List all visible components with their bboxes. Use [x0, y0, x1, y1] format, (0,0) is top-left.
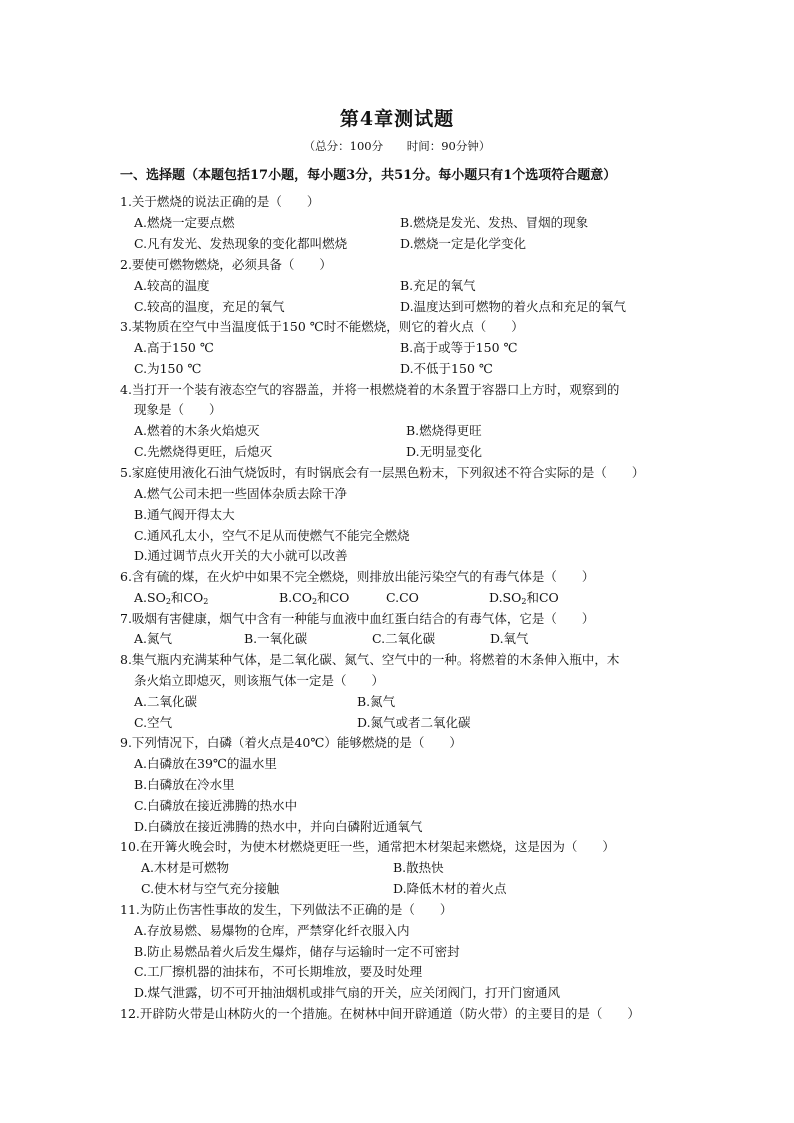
answer-option: $A.SO_2$和$CO_2$	[134, 590, 209, 606]
answer-option: C.为150 ℃	[134, 361, 202, 376]
answer-option: A.白磷放在39℃的温水里	[134, 756, 277, 771]
answer-option: A.氮气	[134, 631, 173, 646]
answer-option: C.凡有发光、发热现象的变化都叫燃烧	[134, 236, 348, 251]
answer-option: $D.SO_2$和CO	[489, 590, 559, 606]
question-stem: 10.在开篝火晚会时，为使木材燃烧更旺一些，通常把木材架起来燃烧，这是因为（ ）	[120, 839, 615, 854]
answer-option: D.降低木材的着火点	[393, 881, 507, 896]
answer-option: B.白磷放在冷水里	[134, 777, 235, 792]
answer-option: C.白磷放在接近沸腾的热水中	[134, 798, 298, 813]
question-stem: 1.关于燃烧的说法正确的是（ ）	[120, 194, 320, 209]
question-stem: 5.家庭使用液化石油气烧饭时，有时锅底会有一层黑色粉末，下列叙述不符合实际的是（ ）	[120, 465, 645, 480]
answer-option: D.白磷放在接近沸腾的热水中，并向白磷附近通氧气	[134, 819, 423, 834]
question-stem: 8.集气瓶内充满某种气体，是二氧化碳、氮气、空气中的一种。将燃着的木条伸入瓶中，木	[120, 652, 620, 667]
answer-option: B.通气阀开得太大	[134, 507, 235, 522]
answer-option: C.CO	[386, 590, 419, 605]
answer-option: A.燃着的木条火焰熄灭	[134, 423, 260, 438]
section-heading: 一、选择题（本题包括17小题，每小题3分，共51分。每小题只有1个选项符合题意）	[120, 168, 617, 183]
answer-option: B.散热快	[393, 860, 444, 875]
answer-option: B.高于或等于150 ℃	[400, 340, 518, 355]
answer-option: B.防止易燃品着火后发生爆炸，储存与运输时一定不可密封	[134, 944, 460, 959]
question-stem: 3.某物质在空气中当温度低于150 ℃时不能燃烧，则它的着火点（ ）	[120, 319, 524, 334]
answer-option: D.氮气或者二氧化碳	[357, 715, 471, 730]
answer-option: D.煤气泄露，切不可开抽油烟机或排气扇的开关，应关闭阀门，打开门窗通风	[134, 985, 561, 1000]
question-stem: 2.要使可燃物燃烧，必须具备（ ）	[120, 257, 332, 272]
answer-option: D.燃烧一定是化学变化	[400, 236, 527, 251]
question-stem: 9.下列情况下，白磷（着火点是40℃）能够燃烧的是（ ）	[120, 735, 462, 750]
answer-option: D.通过调节点火开关的大小就可以改善	[134, 548, 348, 563]
question-stem: 4.当打开一个装有液态空气的容器盖，并将一根燃烧着的木条置于容器口上方时，观察到的	[120, 382, 620, 397]
answer-option: A.较高的温度	[134, 278, 210, 293]
answer-option: D.无明显变化	[406, 444, 483, 459]
answer-option: C.使木材与空气充分接触	[141, 881, 280, 896]
answer-option: A.高于150 ℃	[134, 340, 214, 355]
answer-option: B.燃烧得更旺	[406, 423, 482, 438]
answer-option: C.工厂擦机器的油抹布，不可长期堆放，要及时处理	[134, 964, 423, 979]
answer-option: A.燃气公司未把一些固体杂质去除干净	[134, 486, 348, 501]
answer-option: A.木材是可燃物	[141, 860, 230, 875]
page-title: 第4章测试题	[339, 108, 455, 130]
question-stem: 11.为防止伤害性事故的发生，下列做法不正确的是（ ）	[120, 902, 453, 917]
answer-option: C.先燃烧得更旺，后熄灭	[134, 444, 273, 459]
answer-option: D.不低于150 ℃	[400, 361, 493, 376]
answer-option: A.二氧化碳	[134, 694, 198, 709]
answer-option: C.空气	[134, 715, 173, 730]
answer-option: C.通风孔太小，空气不足从而使燃气不能完全燃烧	[134, 528, 410, 543]
answer-option: B.一氧化碳	[244, 631, 308, 646]
answer-option: D.温度达到可燃物的着火点和充足的氧气	[400, 299, 627, 314]
question-stem: 6.含有硫的煤，在火炉中如果不完全燃烧，则排放出能污染空气的有毒气体是（ ）	[120, 569, 595, 584]
answer-option: A.存放易燃、易爆物的仓库，严禁穿化纤衣服入内	[134, 923, 410, 938]
answer-option: $B.CO_2$和CO	[279, 590, 350, 606]
answer-option: B.燃烧是发光、发热、冒烟的现象	[400, 215, 589, 230]
question-stem: 12.开辟防火带是山林防火的一个措施。在树林中间开辟通道（防火带）的主要目的是（ ）	[120, 1006, 640, 1021]
answer-option: D.氧气	[490, 631, 529, 646]
answer-option: A.燃烧一定要点燃	[134, 215, 235, 230]
question-stem: 条火焰立即熄灭，则该瓶气体一定是（ ）	[134, 673, 385, 688]
question-stem: 7.吸烟有害健康，烟气中含有一种能与血液中血红蛋白结合的有毒气体，它是（ ）	[120, 611, 595, 626]
answer-option: B.氮气	[357, 694, 396, 709]
answer-option: C.较高的温度，充足的氧气	[134, 299, 285, 314]
answer-option: B.充足的氧气	[400, 278, 476, 293]
answer-option: C.二氧化碳	[372, 631, 436, 646]
question-stem: 现象是（ ）	[134, 402, 222, 417]
page-subtitle: （总分：100分 时间：90分钟）	[303, 139, 491, 153]
